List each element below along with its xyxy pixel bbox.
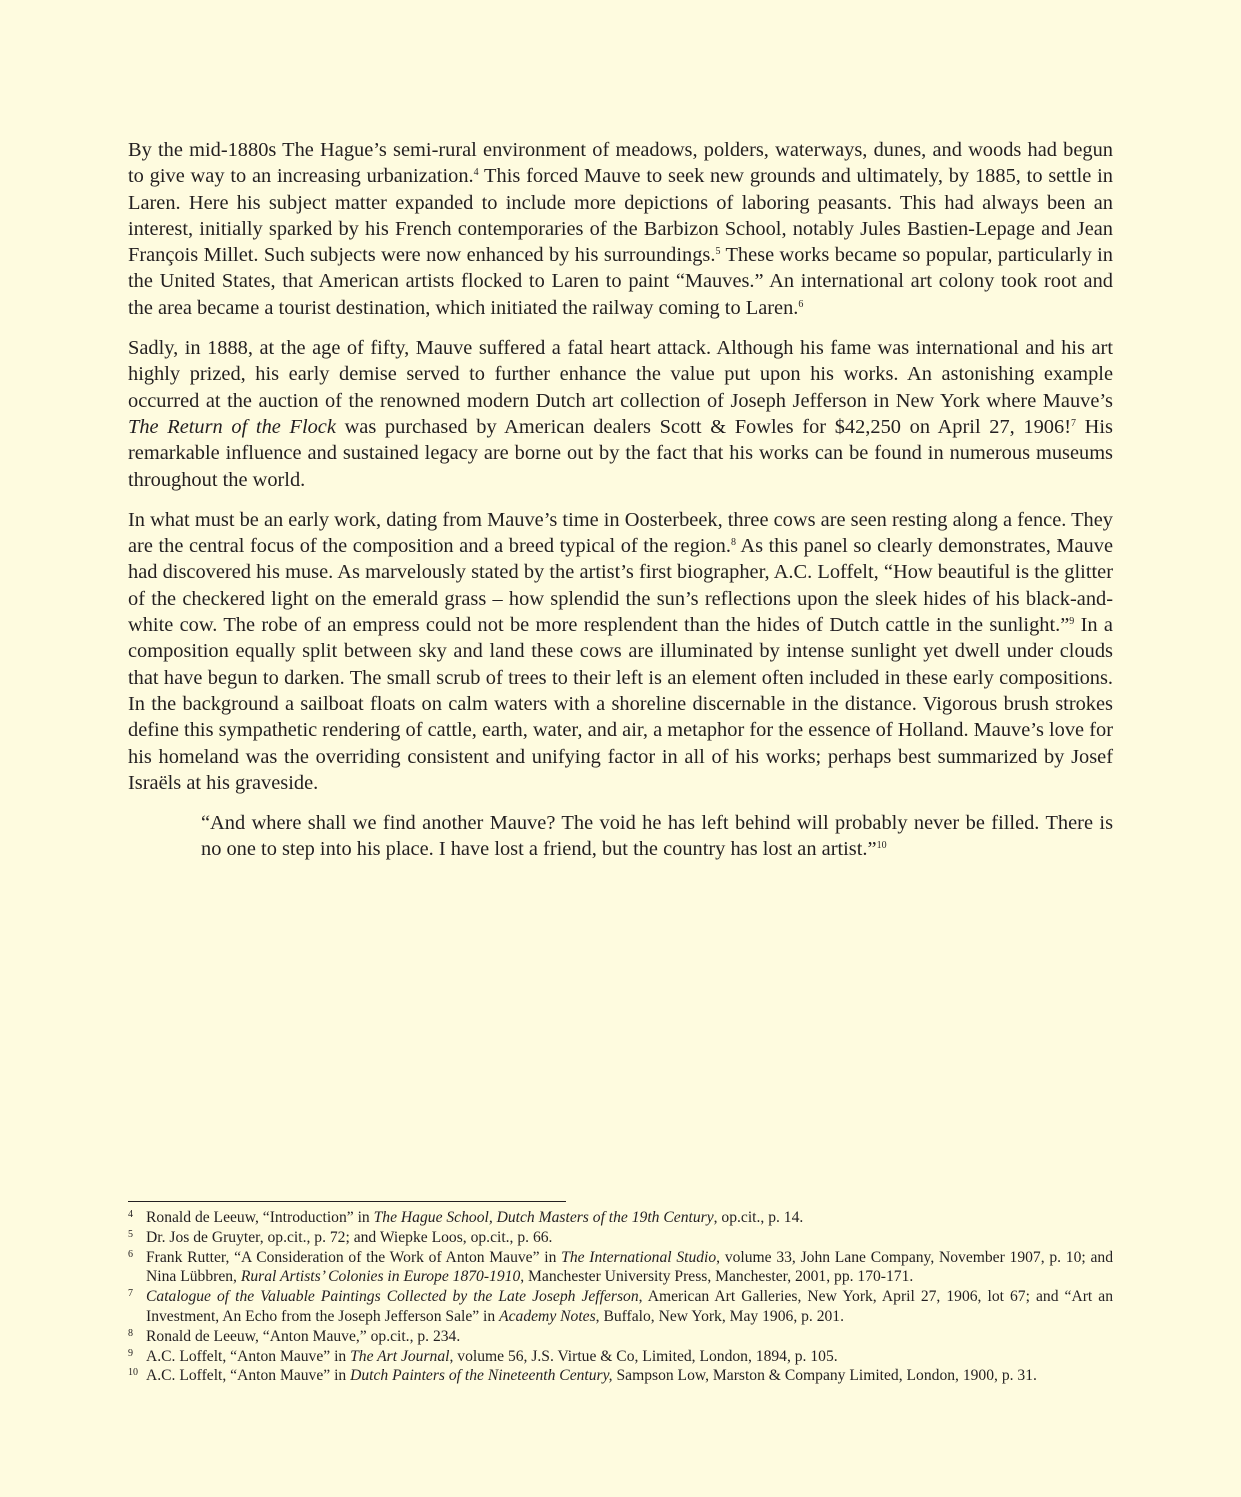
footnote-ref-6[interactable]: 6 — [798, 298, 804, 310]
footnote-number: 8 — [128, 1327, 133, 1339]
footnote-number: 4 — [128, 1209, 133, 1220]
footnote-number: 6 — [128, 1248, 133, 1260]
footnote-text: Ronald de Leeuw, “Introduction” in The Hague School, Dutch Masters of the 19th Century, op.cit., p. 14. — [146, 1209, 804, 1226]
footnote-text: Dr. Jos de Gruyter, op.cit., p. 72; and Wiepke Loos, op.cit., p. 66. — [146, 1228, 553, 1246]
footnote-number: 7 — [128, 1288, 133, 1300]
footnote-rule — [128, 1201, 566, 1202]
footnotes — [128, 1201, 1113, 1386]
footnote-ref-7[interactable]: 7 — [1070, 417, 1076, 429]
artwork-title: The Return of the Flock — [128, 415, 336, 438]
footnote-6 — [128, 1248, 1113, 1288]
footnote-4 — [128, 1208, 1113, 1228]
footnote-ref-10[interactable]: 10 — [876, 840, 887, 852]
paragraph-2: Sadly, in 1888, at the age of fifty, Mauve suffered a fatal heart attack. Although his fame was international and his art highly prized, his early demise served to further enhance the value put upon his works. An astonishing example occurred at the auction of the renowned modern Dutch art collection of Joseph Jefferson in New York where Mauve’s The Return of the Flock was purchased by American dealers Scott & Fowles for $42,250 on April 27, 1906!$^7$ His remarkable influence and sustained legacy are borne out by the fact that his works can be found in numerous museums throughout the world. — [128, 337, 1113, 491]
footnote-text: Frank Rutter, “A Consideration of the Work of Anton Mauve” in The International Studio, volume 33, John Lane Company, November 1907, p. 10; and Nina Lübbren, Rural Artists’ Colonies in Europe 1870-1910, Manchester University Press, Manchester, 2001, pp. 170-171. — [146, 1248, 1113, 1286]
paragraph-3: In what must be an early work, dating from Mauve’s time in Oosterbeek, three cows are seen resting along a fence. They are the central focus of the composition and a breed typical of the region.$^8$ As this panel so clearly demonstrates, Mauve had discovered his muse. As marvelously stated by the artist’s first biographer, A.C. Loffelt, “How beautiful is the glitter of the checkered light on the emerald grass – how splendid the sun’s reflections upon the sleek hides of his black-and-white cow. The robe of an empress could not be more resplendent than the hides of Dutch cattle in the sunlight.”$^9$ In a composition equally split between sky and land these cows are illuminated by intense sunlight yet dwell under clouds that have begun to darken. The small scrub of trees to their left is an element often included in these early compositions. In the background a sailboat floats on calm waters with a shoreline discernable in the distance. Vigorous brush strokes define this sympathetic rendering of cattle, earth, water, and air, a metaphor for the essence of Holland. Mauve’s love for his homeland was the overriding consistent and unifying factor in all of his works; perhaps best summarized by Josef Israëls at his graveside. — [128, 508, 1113, 794]
footnote-5 — [128, 1228, 1113, 1248]
footnote-number: 10 — [128, 1367, 138, 1379]
footnote-number: 9 — [128, 1347, 133, 1359]
paragraph-1: By the mid-1880s The Hague’s semi-rural environment of meadows, polders, waterways, dunes, and woods had begun to give way to an increasing urbanization.$^4$ This forced Mauve to seek new grounds and ultimately, by 1885, to settle in Laren. Here his subject matter expanded to include more depictions of laboring peasants. This had always been an interest, initially sparked by his French contemporaries of the Barbizon School, notably Jules Bastien-Lepage and Jean François Millet. Such subjects were now enhanced by his surroundings.$^5$ These works became so popular, particularly in the United States, that American artists flocked to Laren to paint “Mauves.” An international art colony took root and the area became a tourist destination, which initiated the railway coming to Laren.$^6$ — [128, 139, 1114, 319]
footnote-text: Catalogue of the Valuable Paintings Collected by the Late Joseph Jefferson, American Art Galleries, New York, April 27, 1906, lot 67; and “Art an Investment, An Echo from the Joseph Jefferson Sale” in Academy Notes, Buffalo, New York, May 1906, p. 201. — [146, 1288, 1113, 1325]
footnote-text: A.C. Loffelt, “Anton Mauve” in The Art Journal, volume 56, J.S. Virtue & Co, Limited, London, 1894, p. 105. — [146, 1347, 838, 1365]
footnote-9 — [128, 1347, 1113, 1367]
footnote-number: 5 — [128, 1228, 133, 1240]
block-quote: “And where shall we find another Mauve? The void he has left behind will probably never be filled. There is no one to step into his place. I have lost a friend, but the country has lost an artist.”$^{10}$ — [201, 812, 1113, 861]
footnote-7 — [128, 1287, 1113, 1327]
page-body — [128, 137, 1113, 863]
footnote-text: A.C. Loffelt, “Anton Mauve” in Dutch Painters of the Nineteenth Century, Sampson Low, Marston & Company Limited, London, 1900, p. 31. — [146, 1367, 1037, 1385]
footnote-text: Ronald de Leeuw, “Anton Mauve,” op.cit., p. 234. — [146, 1327, 461, 1345]
footnote-10 — [128, 1366, 1113, 1386]
footnote-ref-8[interactable]: 8 — [730, 537, 736, 549]
footnote-8 — [128, 1327, 1113, 1347]
footnote-ref-9[interactable]: 9 — [1069, 616, 1075, 628]
footnote-ref-5[interactable]: 5 — [715, 246, 721, 258]
footnote-ref-4[interactable]: 4 — [473, 167, 479, 179]
